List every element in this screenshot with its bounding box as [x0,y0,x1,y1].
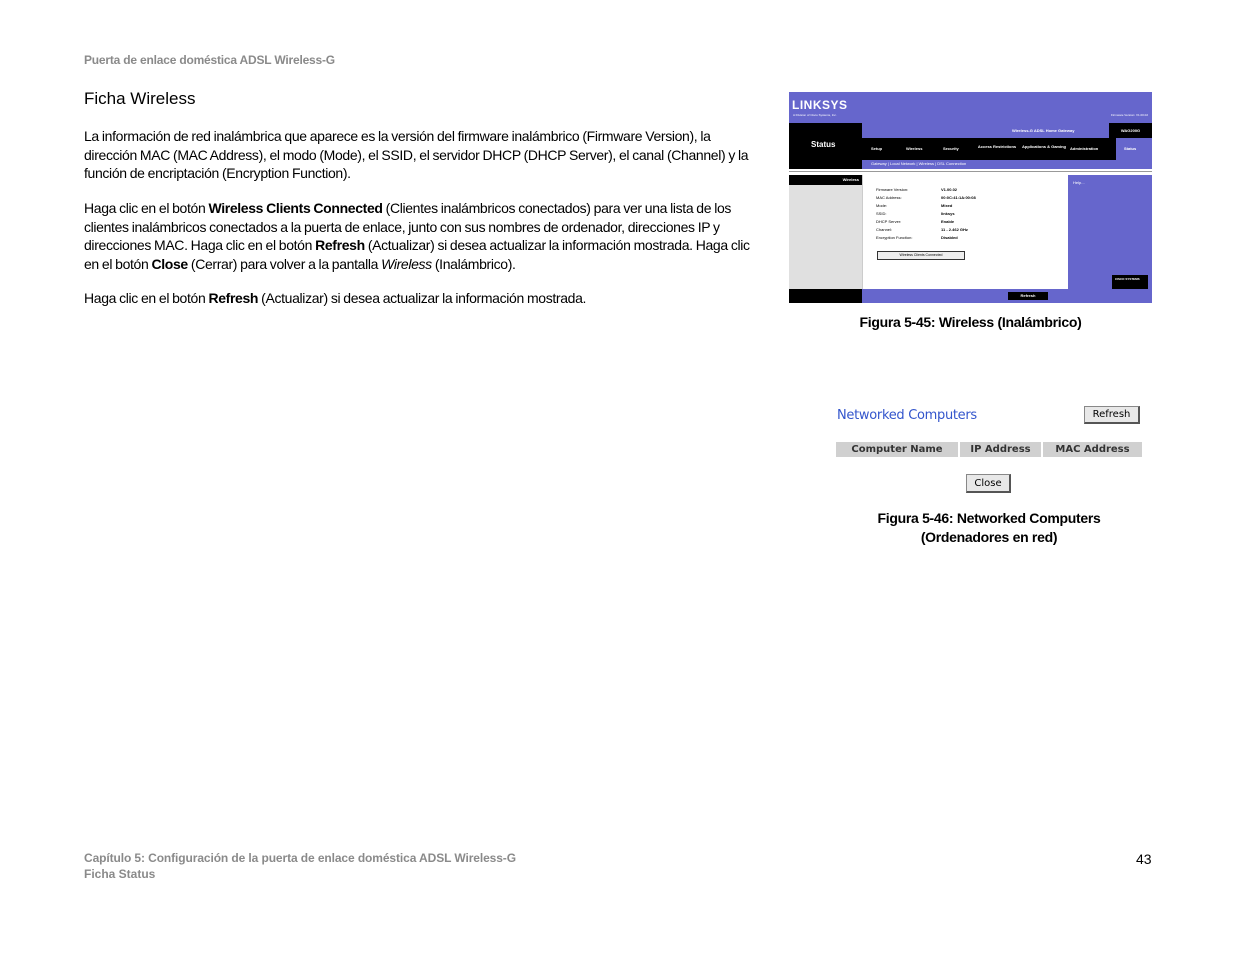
row-label: DHCP Server: [876,219,902,224]
networked-computers-title: Networked Computers [837,408,977,423]
tab-security[interactable]: Security [943,146,959,151]
linksys-logo: LINKSYS [792,98,848,112]
column-header-ip-address: IP Address [970,444,1031,455]
text-run: (Clientes inalámbricos conectados) para ver una lista de los clientes inalámbricos conectados a la puerta de enlace, junto con sus nombres de ordenador, direcciones IP y direcciones MAC. Haga clic en el botón [84,200,732,253]
tab-setup[interactable]: Setup [871,146,883,151]
footer-section: Ficha Status [84,867,156,881]
figure-caption: Figura 5-46: Networked Computers [877,510,1101,526]
text-run: (Inalámbrico). [431,255,516,272]
tab-status[interactable]: Status [1124,146,1137,151]
text-run: (Actualizar) si desea actualizar la información mostrada. Haga clic en el botón [84,237,750,272]
content-panel [862,175,1069,289]
help-link[interactable]: Help... [1073,180,1085,185]
figure-caption-line2: (Ordenadores en red) [920,529,1058,545]
close-button[interactable]: Close [966,474,1011,493]
row-label: Mode: [876,203,888,208]
row-label: Firmware Version: [876,187,909,192]
paragraph-refresh [84,289,756,308]
bold-term: Close [151,255,188,272]
product-name: Wireless-G ADSL Home Gateway [1012,128,1075,133]
bold-term: Refresh [208,290,259,306]
row-value: Disabled [941,235,958,240]
divider-line [789,171,1152,172]
help-column [1068,175,1152,289]
footer-left-block [789,289,862,303]
row-label: MAC Address: [876,195,902,200]
text-run: Haga clic en el botón [84,200,209,216]
status-heading: Status [811,140,836,149]
tab-applications-gaming[interactable]: Applications & Gaming [1021,144,1066,149]
cisco-logo-text: CISCO SYSTEMS [1115,277,1140,281]
row-value: linksys [941,211,955,216]
logo-subtitle: A Division of Cisco Systems, Inc. [793,113,837,117]
wireless-clients-connected-button[interactable]: Wireless Clients Connected [877,251,965,260]
tab-administration[interactable]: Administration [1070,146,1099,151]
text-run: Haga clic en el botón [84,290,209,306]
running-header: Puerta de enlace doméstica ADSL Wireless-G [84,53,335,67]
tab-wireless[interactable]: Wireless [906,146,923,151]
section-title: Ficha Wireless [84,89,196,108]
row-label: SSID: [876,211,887,216]
figure-wireless-screenshot [789,92,1152,303]
section-label-wireless: Wireless [789,175,862,185]
text-run: (Actualizar) si desea actualizar la información mostrada. [258,290,587,306]
bold-term: Refresh [315,237,365,253]
firmware-top-label: Firmware Version: V1.00.02 [1110,113,1148,117]
refresh-button[interactable]: Refresh [1008,292,1048,300]
italic-term: Wireless [381,255,432,272]
footer-chapter: Capítulo 5: Configuración de la puerta de enlace doméstica ADSL Wireless-G [84,851,516,865]
row-value: V1.00.02 [941,187,958,192]
left-column [789,185,862,289]
row-label: Channel: [876,227,893,232]
refresh-button[interactable]: Refresh [1084,406,1140,424]
tab-access-restrictions[interactable]: Access Restrictions [977,144,1017,149]
page-number: 43 [1136,851,1152,867]
row-value: 11 - 2.462 GHz [941,227,968,232]
row-label: Encryption Function: [876,235,913,240]
row-value: Mixed [941,203,953,208]
paragraph-intro: La información de red inalámbrica que aparece es la versión del firmware inalámbrico (Firmware Version), la dirección MAC (MAC Address), el modo (Mode), el SSID, el servidor DHCP (DHCP Server), el canal (Channel) y la función de encriptación (Encryption Function). [84,128,749,181]
row-value: Enable [941,219,955,224]
bold-term: Wireless Clients Connected [208,200,383,216]
model-badge: WAG200G [1109,123,1152,138]
footer-bar [862,289,1152,303]
sub-nav-links[interactable]: Gateway | Local Network | Wireless | DSL Connection [871,161,967,166]
column-header-computer-name: Computer Name [851,444,943,455]
text-run: (Cerrar) para volver a la pantalla [187,255,382,272]
paragraph-wireless-clients [84,199,756,273]
row-value: 00:0C:41:1A:00:08 [941,195,976,200]
column-header-mac-address: MAC Address [1055,444,1130,455]
figure-caption: Figura 5-45: Wireless (Inalámbrico) [859,314,1082,330]
